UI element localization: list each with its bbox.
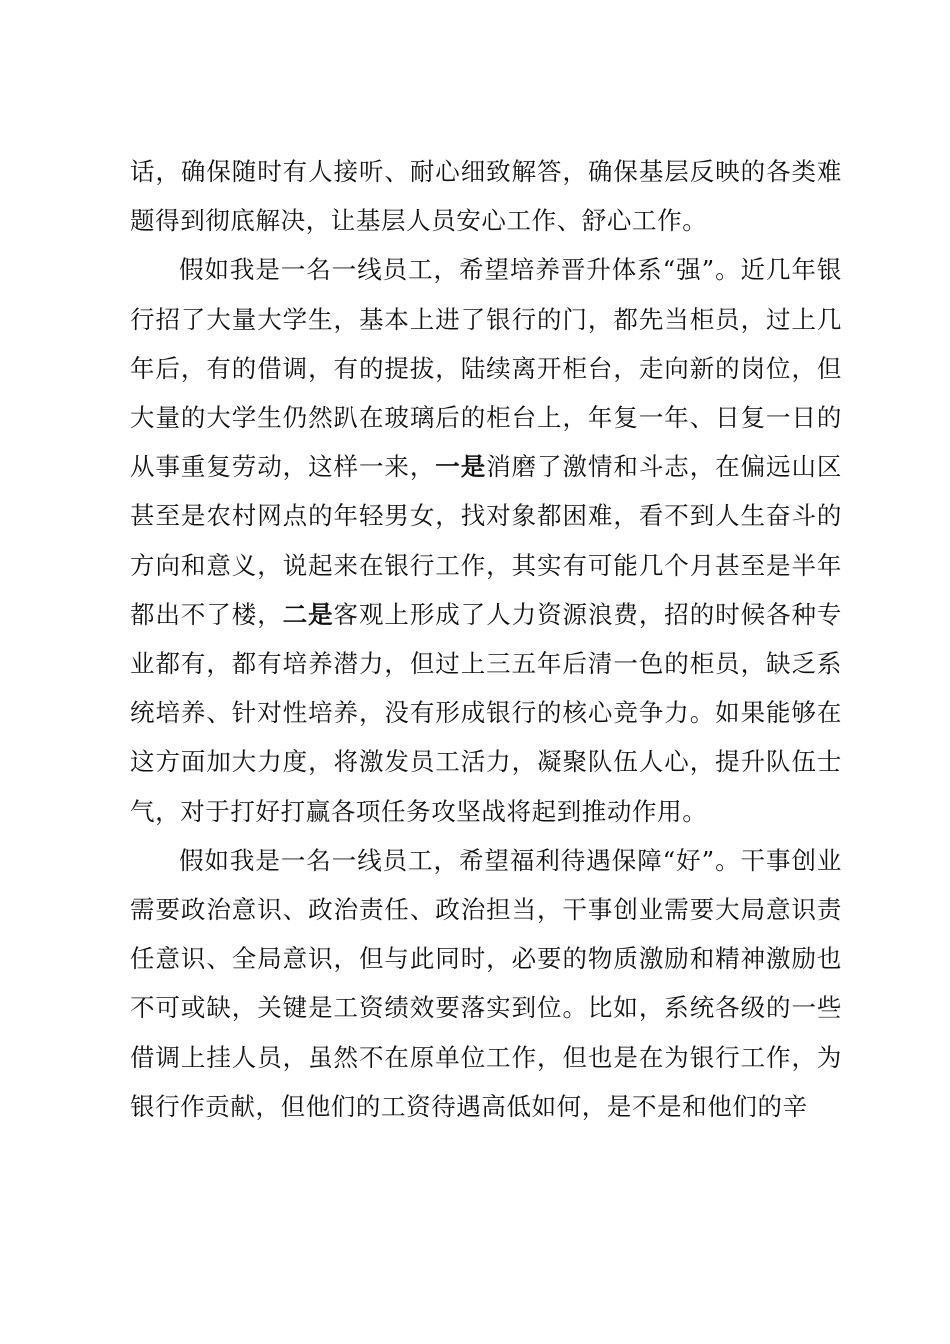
paragraph-text-segment: 假如我是一名一线员工，希望培养晋升体系“强”。近几年银行招了大量大学生，基本上进了银行的门，都先当柜员，过上几年后，有的借调，有的提拔，陆续离开柜台，走向新的岗位，但大量的大学生仍然趴在玻璃后的柜台上，年复一年、日复一日的从事重复劳动，这样一来， xyxy=(130,255,842,482)
paragraph-text-segment: 消磨了激情和斗志，在偏远山区甚至是农村网点的年轻男女，找对象都困难，看不到人生奋斗的方向和意义，说起来在银行工作，其实有可能几个月甚至是半年都出不了楼， xyxy=(130,452,843,629)
paragraph-text-segment: 客观上形成了人力资源浪费，招的时候各种专业都有，都有培养潜力，但过上三五年后清一色的柜员，缺乏系统培养、针对性培养，没有形成银行的核心竞争力。如果能够在这方面加大力度，将激发员工活力，凝聚队伍人心，提升队伍士气，对于打好打赢各项任务攻坚战将起到推动作用。 xyxy=(130,599,843,826)
document-page xyxy=(130,147,842,1131)
paragraph-training-promotion xyxy=(130,245,842,835)
paragraph-welfare: 假如我是一名一线员工，希望福利待遇保障“好”。干事创业需要政治意识、政治责任、政治担当，干事创业需要大局意识责任意识、全局意识，但与此同时，必要的物质激励和精神激励也不可或缺，关键是工资绩效要落实到位。比如，系统各级的一些借调上挂人员，虽然不在原单位工作，但也是在为银行工作，为银行作贡献，但他们的工资待遇高低如何，是不是和他们的辛 xyxy=(130,845,842,1121)
bold-marker-second: 二是 xyxy=(282,599,334,629)
bold-marker-first: 一是 xyxy=(435,452,487,482)
paragraph-continuation: 话，确保随时有人接听、耐心细致解答，确保基层反映的各类难题得到彻底解决，让基层人员安心工作、舒心工作。 xyxy=(130,157,842,236)
